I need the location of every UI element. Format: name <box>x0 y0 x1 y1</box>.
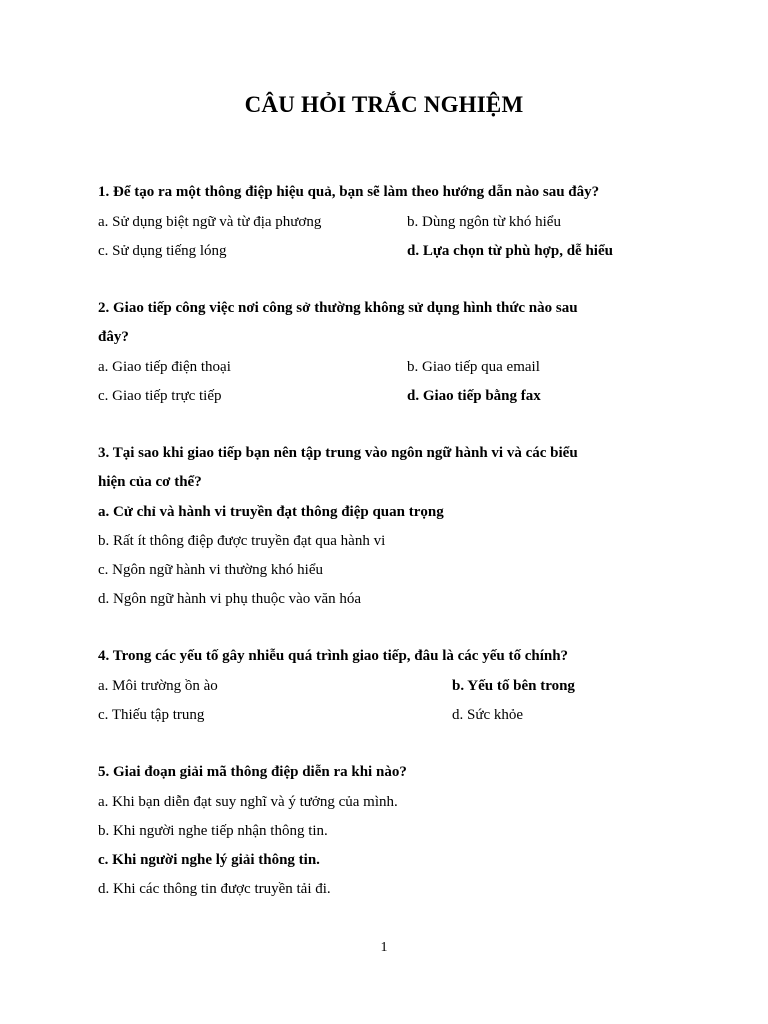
question-5-option-b: b. Khi người nghe tiếp nhận thông tin. <box>98 823 328 839</box>
question-3-line-1: 3. Tại sao khi giao tiếp bạn nên tập trung vào ngôn ngữ hành vi và các biểu <box>98 445 578 461</box>
question-3-option-a-correct: a. Cử chỉ và hành vi truyền đạt thông điệp quan trọng <box>98 504 444 520</box>
question-2-line-2: đây? <box>98 329 129 345</box>
question-1-option-a: a. Sử dụng biệt ngữ và từ địa phương <box>98 214 322 230</box>
question-5-option-a: a. Khi bạn diễn đạt suy nghĩ và ý tưởng của mình. <box>98 794 398 810</box>
question-3-line-2: hiện của cơ thể? <box>98 474 202 490</box>
question-3-option-b: b. Rất ít thông điệp được truyền đạt qua hành vi <box>98 533 386 549</box>
question-2 <box>98 294 672 352</box>
question-5-option-c-correct: c. Khi người nghe lý giải thông tin. <box>98 852 320 868</box>
question-2-option-d-correct: d. Giao tiếp bằng fax <box>407 388 541 404</box>
question-1-option-c: c. Sử dụng tiếng lóng <box>98 243 227 259</box>
question-2-option-a: a. Giao tiếp điện thoại <box>98 359 231 375</box>
question-5: 5. Giai đoạn giải mã thông điệp diễn ra khi nào? <box>98 764 407 780</box>
question-2-option-b: b. Giao tiếp qua email <box>407 359 540 375</box>
question-2-option-c: c. Giao tiếp trực tiếp <box>98 388 222 404</box>
question-4-option-b-correct: b. Yếu tố bên trong <box>452 678 575 694</box>
question-5-option-d: d. Khi các thông tin được truyền tải đi. <box>98 881 331 897</box>
question-1: 1. Để tạo ra một thông điệp hiệu quả, bạn sẽ làm theo hướng dẫn nào sau đây? <box>98 184 600 200</box>
question-4-option-a: a. Môi trường ồn ào <box>98 678 218 694</box>
page-title: CÂU HỎI TRẮC NGHIỆM <box>244 92 524 117</box>
page-number: 1 <box>380 940 388 955</box>
question-3-option-d: d. Ngôn ngữ hành vi phụ thuộc vào văn hóa <box>98 591 362 607</box>
question-1-option-d-correct: d. Lựa chọn từ phù hợp, dễ hiểu <box>407 243 613 259</box>
question-3-option-c: c. Ngôn ngữ hành vi thường khó hiểu <box>98 562 323 578</box>
question-2-line-1: 2. Giao tiếp công việc nơi công sở thường không sử dụng hình thức nào sau <box>98 300 578 316</box>
question-4-option-d: d. Sức khỏe <box>452 707 524 723</box>
question-4: 4. Trong các yếu tố gây nhiễu quá trình giao tiếp, đâu là các yếu tố chính? <box>98 648 569 664</box>
question-4-option-c: c. Thiếu tập trung <box>98 707 205 723</box>
question-1-option-b: b. Dùng ngôn từ khó hiểu <box>407 214 561 230</box>
question-3 <box>98 439 672 497</box>
